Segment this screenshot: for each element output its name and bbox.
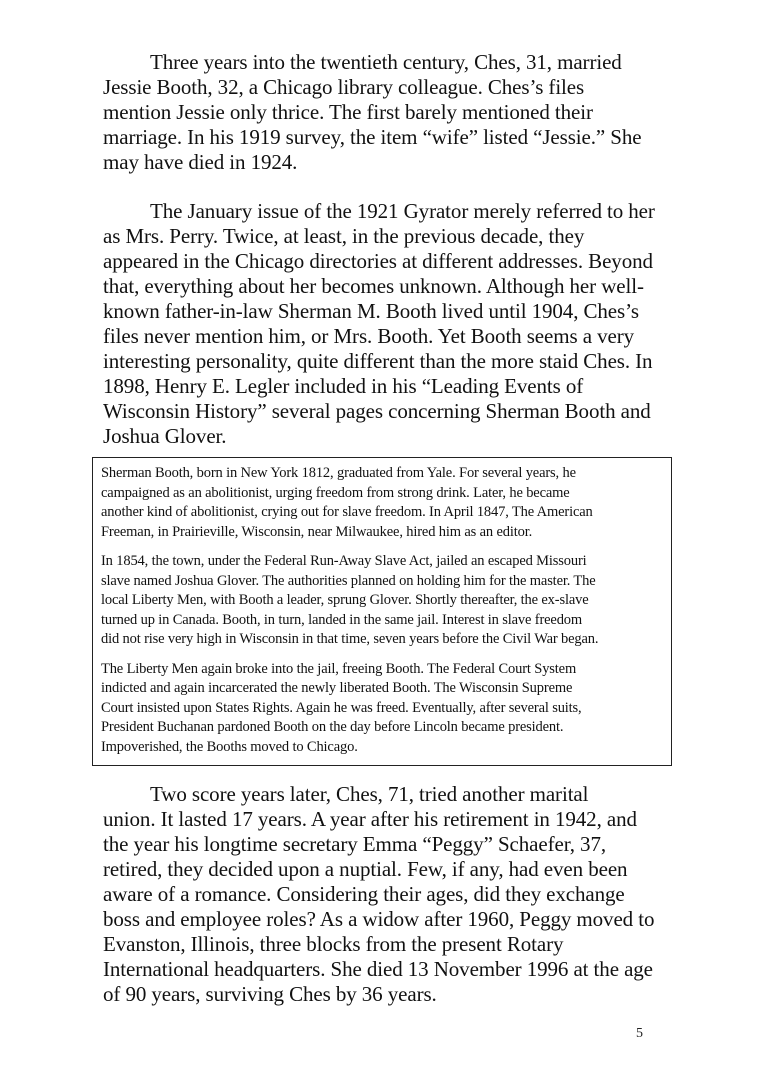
text-line: slave named Joshua Glover. The authorities planned on holding him for the master. The — [101, 572, 596, 589]
text-line: Jessie Booth, 32, a Chicago library colleague. Ches’s files — [103, 75, 585, 99]
sidebar-paragraph — [101, 464, 663, 542]
text-line: The Liberty Men again broke into the jail, freeing Booth. The Federal Court System — [101, 660, 577, 677]
text-line: 1898, Henry E. Legler included in his “Leading Events of — [103, 374, 584, 398]
text-line: In 1854, the town, under the Federal Run-Away Slave Act, jailed an escaped Missouri — [101, 553, 587, 569]
sidebar-paragraph — [101, 552, 663, 650]
text-line: known father-in-law Sherman M. Booth lived until 1904, Ches’s — [103, 299, 639, 323]
text-line: aware of a romance. Considering their ages, did they exchange — [103, 882, 625, 906]
text-line: mention Jessie only thrice. The first barely mentioned their — [103, 100, 593, 124]
text-line: turned up in Canada. Booth, in turn, landed in the same jail. Interest in slave freedom — [101, 611, 583, 628]
text-line: President Buchanan pardoned Booth on the day before Lincoln became president. — [101, 719, 564, 735]
text-line: that, everything about her becomes unknown. Although her well- — [103, 274, 644, 298]
text-line: Evanston, Illinois, three blocks from the present Rotary — [103, 932, 564, 956]
text-line: indicted and again incarcerated the newly liberated Booth. The Wisconsin Supreme — [101, 680, 573, 696]
text-line: boss and employee roles? As a widow after 1960, Peggy moved to — [103, 907, 655, 931]
text-line: Impoverished, the Booths moved to Chicago. — [101, 738, 358, 755]
text-line: may have died in 1924. — [103, 150, 298, 174]
text-line: union. It lasted 17 years. A year after his retirement in 1942, and — [103, 807, 637, 831]
text-line: of 90 years, surviving Ches by 36 years. — [103, 982, 437, 1006]
text-line: Two score years later, Ches, 71, tried another marital — [150, 782, 589, 806]
text-line: marriage. In his 1919 survey, the item “wife” listed “Jessie.” She — [103, 125, 642, 149]
paragraph-jessie-booth — [103, 50, 683, 175]
text-line: interesting personality, quite different than the more staid Ches. In — [103, 349, 653, 373]
text-line: local Liberty Men, with Booth a leader, sprung Glover. Shortly thereafter, the ex-slave — [101, 592, 589, 608]
text-line: appeared in the Chicago directories at different addresses. Beyond — [103, 249, 653, 273]
sherman-booth-sidebar-box — [92, 457, 672, 766]
text-line: the year his longtime secretary Emma “Peggy” Schaefer, 37, — [103, 832, 606, 856]
text-line: another kind of abolitionist, crying out for slave freedom. In April 1847, The American — [101, 504, 593, 520]
text-line: did not rise very high in Wisconsin in that time, seven years before the Civil War began. — [101, 631, 599, 647]
text-line: Joshua Glover. — [103, 424, 227, 448]
paragraph-second-marriage — [103, 782, 683, 1007]
text-line: Court insisted upon States Rights. Again he was freed. Eventually, after several suits, — [101, 699, 582, 716]
text-line: The January issue of the 1921 Gyrator merely referred to her — [150, 199, 655, 223]
paragraph-gyrator-1921 — [103, 199, 683, 449]
text-line: Sherman Booth, born in New York 1812, graduated from Yale. For several years, he — [101, 465, 576, 481]
text-line: files never mention him, or Mrs. Booth. Yet Booth seems a very — [103, 324, 634, 348]
text-line: Freeman, in Prairieville, Wisconsin, near Milwaukee, hired him as an editor. — [101, 523, 533, 540]
sidebar-paragraph — [101, 660, 663, 758]
text-line: as Mrs. Perry. Twice, at least, in the previous decade, they — [103, 224, 585, 248]
text-line: Three years into the twentieth century, Ches, 31, married — [150, 50, 622, 74]
text-line: retired, they decided upon a nuptial. Few, if any, had even been — [103, 857, 628, 881]
text-line: International headquarters. She died 13 November 1996 at the age — [103, 957, 653, 981]
page-number: 5 — [636, 1026, 643, 1041]
text-line: Wisconsin History” several pages concerning Sherman Booth and — [103, 399, 651, 423]
text-line: campaigned as an abolitionist, urging freedom from strong drink. Later, he became — [101, 484, 570, 501]
